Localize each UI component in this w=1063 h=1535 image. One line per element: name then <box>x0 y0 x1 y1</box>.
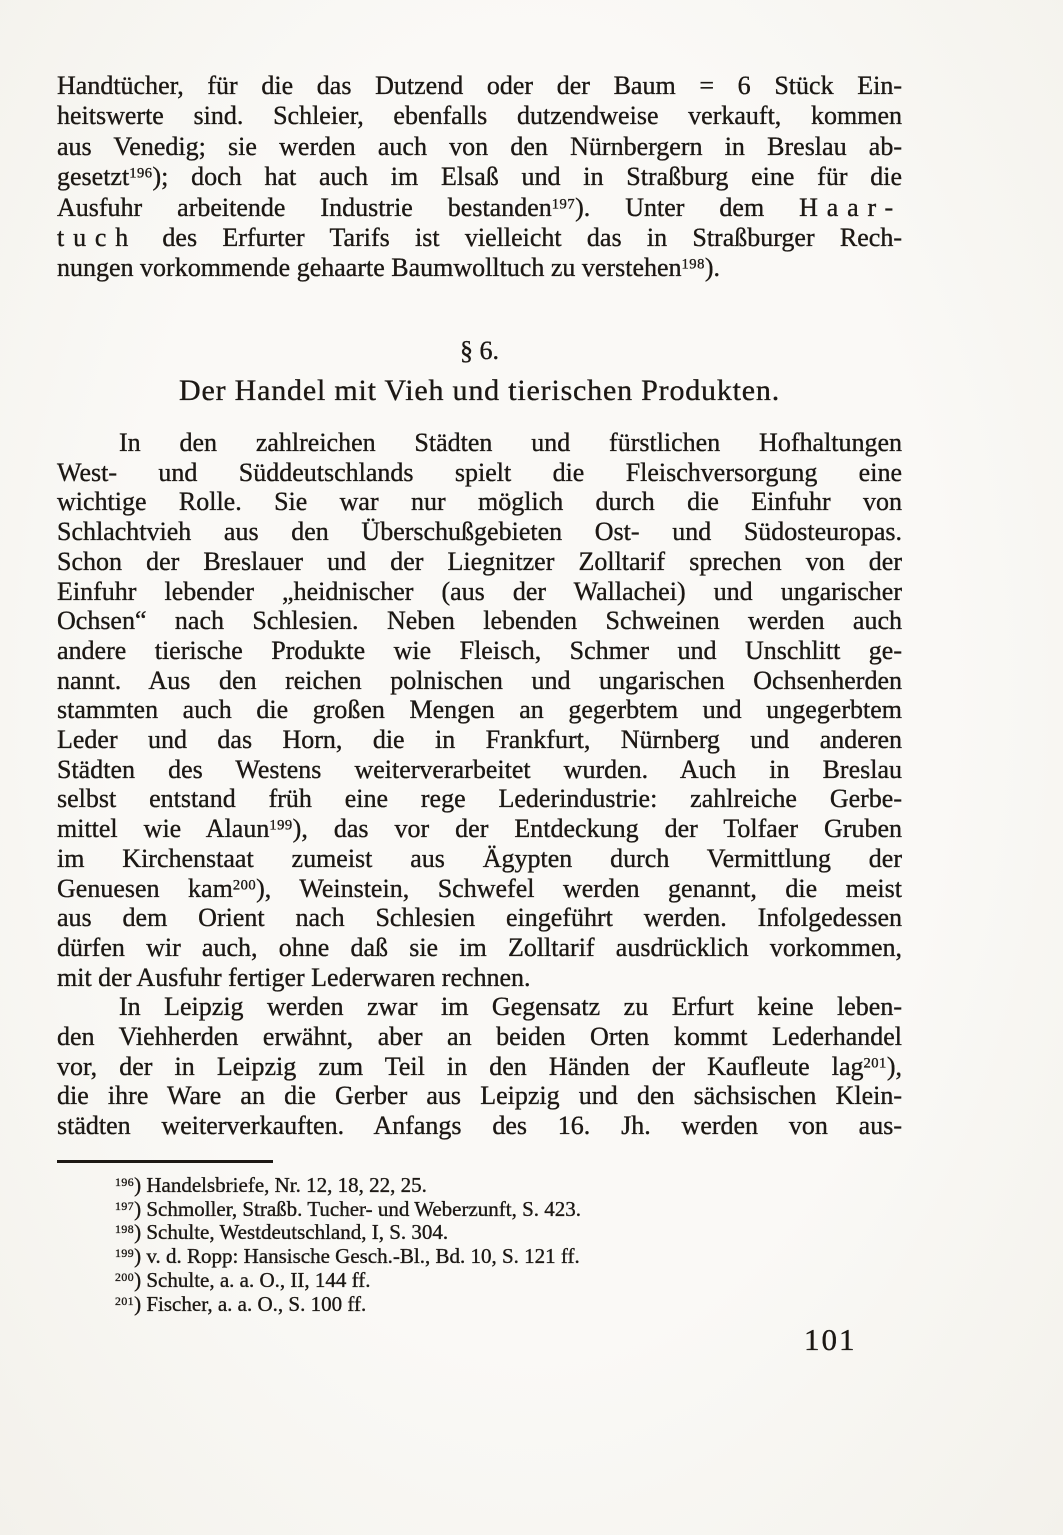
text-line: Schon der Breslauer und der Liegnitzer Zolltarif sprechen von der <box>57 546 902 576</box>
text-line: In den zahlreichen Städten und fürstlichen Hofhaltungen <box>119 428 902 457</box>
body-text <box>57 428 902 1141</box>
text-line: aus Venedig; sie werden auch von den Nürnbergern in Breslau ab- <box>57 131 902 161</box>
section-mark: § 6. <box>460 336 499 365</box>
footnote-item: $^{201}$) Fischer, a. a. O., S. 100 ff. <box>115 1291 367 1316</box>
footnote-ref: 200 <box>232 877 257 894</box>
page-number: 101 <box>804 1322 857 1357</box>
text-line: tuch des Erfurter Tarifs ist vielleicht das in Straßburger Rech- <box>57 223 902 253</box>
text-line: die ihre Ware an die Gerber aus Leipzig und den sächsischen Klein- <box>57 1081 902 1111</box>
text-line: Leder und das Horn, die in Frankfurt, Nürnberg und anderen <box>57 725 902 755</box>
text-line: andere tierische Produkte wie Fleisch, Schmer und Unschlitt ge- <box>57 635 902 665</box>
footnote-number: 198 <box>115 1223 135 1237</box>
text-line: mit der Ausfuhr fertiger Lederwaren rechnen. <box>57 962 531 992</box>
text-line: vor, der in Leipzig zum Teil in den Händen der Kaufleute lag$^{201}$), <box>57 1051 902 1081</box>
footnote-item: $^{200}$) Schulte, a. a. O., II, 144 ff. <box>115 1267 371 1292</box>
footnote-separator <box>57 1160 273 1163</box>
footnote-item: $^{198}$) Schulte, Westdeutschland, I, S. 304. <box>115 1220 449 1245</box>
text-line: Ausfuhr arbeitende Industrie bestanden$^{197}$). Unter dem Haar- <box>57 192 902 222</box>
text-line: selbst entstand früh eine rege Lederindustrie: zahlreiche Gerbe- <box>57 784 902 814</box>
footnote-ref: 201 <box>863 1055 887 1072</box>
text-line: gesetzt$^{196}$); doch hat auch im Elsaß und in Straßburg eine für die <box>57 162 902 192</box>
footnote-ref: 197 <box>551 196 576 213</box>
footnote-number: 200 <box>115 1270 135 1284</box>
footnote-number: 201 <box>115 1294 135 1308</box>
footnote-ref: 199 <box>269 817 293 834</box>
text-line: im Kirchenstaat zumeist aus Ägypten durch Vermittlung der <box>57 843 902 873</box>
text-line: heitswerte sind. Schleier, ebenfalls dutzendweise verkauft, kommen <box>57 101 902 131</box>
text-line: dürfen wir auch, ohne daß sie im Zolltarif ausdrücklich vorkommen, <box>57 932 902 962</box>
text-line: nannt. Aus den reichen polnischen und ungarischen Ochsenherden <box>57 665 902 695</box>
text-line: städten weiterverkauften. Anfangs des 16. Jh. werden von aus- <box>57 1111 902 1141</box>
text-line: Städten des Westens weiterverarbeitet wurden. Auch in Breslau <box>57 754 902 784</box>
text-line: Einfuhr lebender „heidnischer (aus der Wallachei) und ungarischer <box>57 576 902 606</box>
footnote-number: 197 <box>115 1199 135 1213</box>
continuation-paragraph <box>57 71 902 284</box>
footnote-item: $^{196}$) Handelsbriefe, Nr. 12, 18, 22, 25. <box>115 1173 427 1197</box>
footnote-number: 199 <box>115 1247 135 1261</box>
footnote-number: 196 <box>115 1176 135 1190</box>
footnote-item: $^{197}$) Schmoller, Straßb. Tucher- und Weberzunft, S. 423. <box>115 1196 582 1221</box>
letterspaced-text: tuch <box>57 223 138 253</box>
footnote-item: $^{199}$) v. d. Ropp: Hansische Gesch.-Bl., Bd. 10, S. 121 ff. <box>115 1244 580 1269</box>
text-line: nungen vorkommende gehaarte Baumwolltuch zu verstehen$^{198}$). <box>57 253 721 283</box>
text-line: In Leipzig werden zwar im Gegensatz zu Erfurt keine leben- <box>119 992 902 1022</box>
text-line: wichtige Rolle. Sie war nur möglich durch die Einfuhr von <box>57 487 902 517</box>
text-line: West- und Süddeutschlands spielt die Fleischversorgung eine <box>57 457 902 487</box>
text-line: Schlachtvieh aus den Überschußgebieten Ost- und Südosteuropas. <box>57 517 902 547</box>
text-line: Genuesen kam$^{200}$), Weinstein, Schwefel werden genannt, die meist <box>57 873 902 903</box>
text-line: mittel wie Alaun$^{199}$), das vor der Entdeckung der Tolfaer Gruben <box>57 814 902 844</box>
letterspaced-text: Haar- <box>799 192 902 222</box>
footnotes <box>57 1174 902 1316</box>
text-line: stammten auch die großen Mengen an gegerbtem und ungegerbtem <box>57 695 902 725</box>
text-line: Handtücher, für die das Dutzend oder der Baum = 6 Stück Ein- <box>57 71 902 100</box>
section-title: Der Handel mit Vieh und tierischen Produkten. <box>178 374 781 407</box>
text-line: Ochsen“ nach Schlesien. Neben lebenden Schweinen werden auch <box>57 606 902 636</box>
text-line: den Viehherden erwähnt, aber an beiden Orten kommt Lederhandel <box>57 1022 902 1052</box>
text-line: aus dem Orient nach Schlesien eingeführt werden. Infolgedessen <box>57 903 902 933</box>
footnote-ref: 196 <box>129 165 153 182</box>
footnote-ref: 198 <box>681 257 705 274</box>
